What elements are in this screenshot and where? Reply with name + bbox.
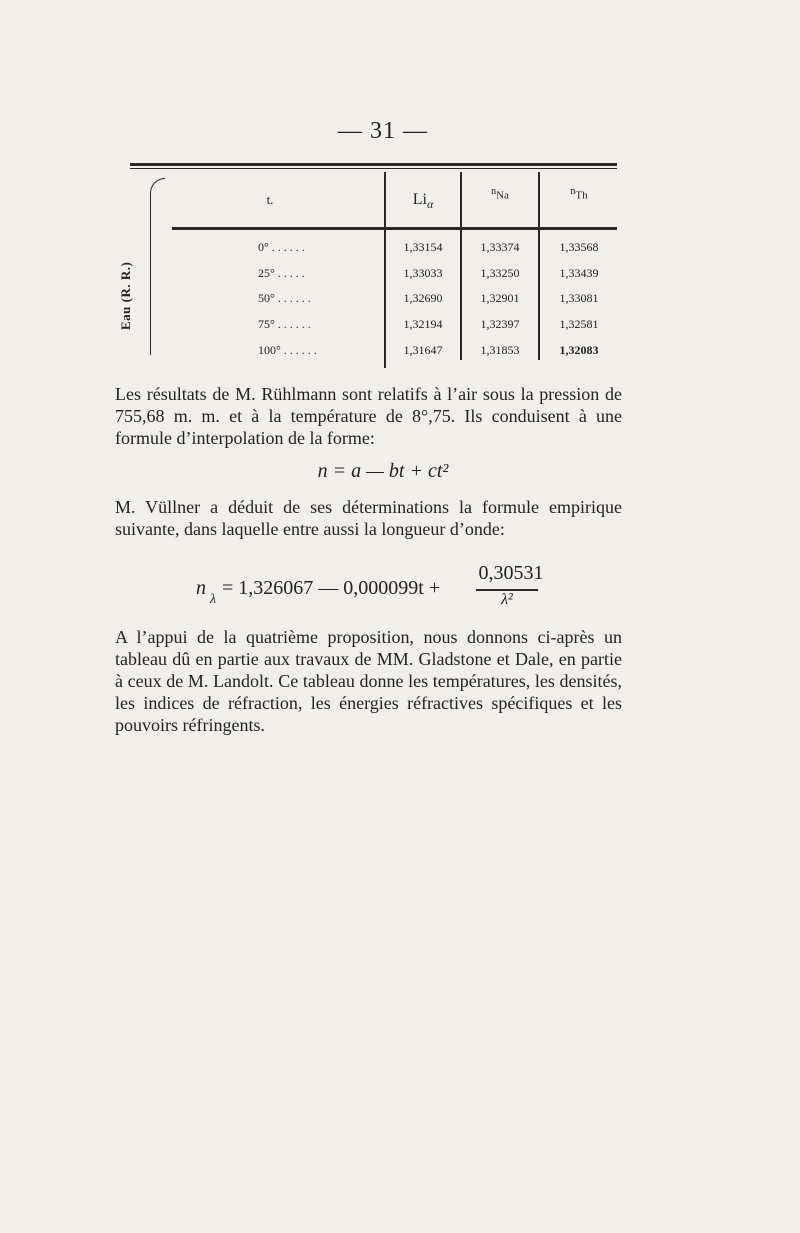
cell-th: 1,33568 xyxy=(559,240,599,254)
cell-na: 1,33250 xyxy=(480,266,520,280)
header-na-text: Na xyxy=(496,189,509,202)
table-row xyxy=(0,317,800,343)
cell-temp: 0° . . . . . . xyxy=(258,240,305,254)
cell-li: 1,33033 xyxy=(403,266,443,280)
cell-na: 1,32397 xyxy=(480,317,520,331)
paragraph-ruhlmann: Les résultats de M. Rühlmann sont relatifs à l’air sous la pression de 755,68 m. m. et à la température de 8°,75. Ils conduisent à une formule d’interpolation de la forme: xyxy=(115,384,622,448)
cell-na: 1,33374 xyxy=(480,240,520,254)
equation-vullner xyxy=(196,560,556,620)
cell-th: 1,33439 xyxy=(559,266,599,280)
cell-li: 1,33154 xyxy=(403,240,443,254)
equation-interpolation: n = a — bt + ct² xyxy=(317,460,449,482)
equation-lhs-subscript: λ xyxy=(210,592,217,607)
equation-middle: = 1,326067 — 0,000099t + xyxy=(222,577,441,599)
table-top-rule xyxy=(130,163,617,166)
table-row xyxy=(0,291,800,317)
paragraph-fourth-proposition: A l’appui de la quatrième proposition, nous donnons ci-après un tableau dû en partie aux travaux de MM. Gladstone et Dale, en partie à ceux de M. Landolt. Ce tableau donne les températures, les densités, les indices de réfraction, les énergies réfractives spécifiques et les pouvoirs réfringents. xyxy=(115,627,622,735)
table-side-label: Eau (R. R.) xyxy=(118,261,133,330)
header-na-prefix: n xyxy=(491,186,497,197)
cell-li: 1,32194 xyxy=(403,317,443,331)
table-header-li xyxy=(387,191,459,212)
table-row xyxy=(0,343,800,369)
table-row xyxy=(0,266,800,292)
cell-temp: 75° . . . . . . xyxy=(258,317,311,331)
cell-li: 1,32690 xyxy=(403,291,443,305)
cell-na: 1,32901 xyxy=(480,291,520,305)
cell-th: 1,32083 xyxy=(559,343,599,357)
table-header-th xyxy=(540,186,618,202)
cell-th: 1,32581 xyxy=(559,317,599,331)
equation-lhs: n xyxy=(196,577,206,599)
cell-li: 1,31647 xyxy=(403,343,443,357)
table-header-rule xyxy=(172,227,617,230)
cell-temp: 25° . . . . . xyxy=(258,266,305,280)
table-header-t: t. xyxy=(266,192,274,207)
header-li-sub: α xyxy=(426,197,434,212)
table-header-na xyxy=(462,186,538,202)
cell-temp: 50° . . . . . . xyxy=(258,291,311,305)
equation-denominator: λ² xyxy=(501,591,513,608)
paragraph-vullner: M. Vüllner a déduit de ses déterminations la formule empirique suivante, dans laquelle entre aussi la longueur d’onde: xyxy=(115,497,622,539)
cell-temp: 100° . . . . . . xyxy=(258,343,317,357)
table-row xyxy=(0,240,800,266)
table-top-rule-thin xyxy=(130,168,617,169)
cell-na: 1,31853 xyxy=(480,343,520,357)
page-number: — 31 — xyxy=(338,118,428,144)
cell-th: 1,33081 xyxy=(559,291,599,305)
equation-numerator: 0,30531 xyxy=(478,562,544,584)
header-th-prefix: n xyxy=(570,186,576,197)
header-th-text: Th xyxy=(575,189,588,202)
header-li-text: Li xyxy=(412,191,427,208)
